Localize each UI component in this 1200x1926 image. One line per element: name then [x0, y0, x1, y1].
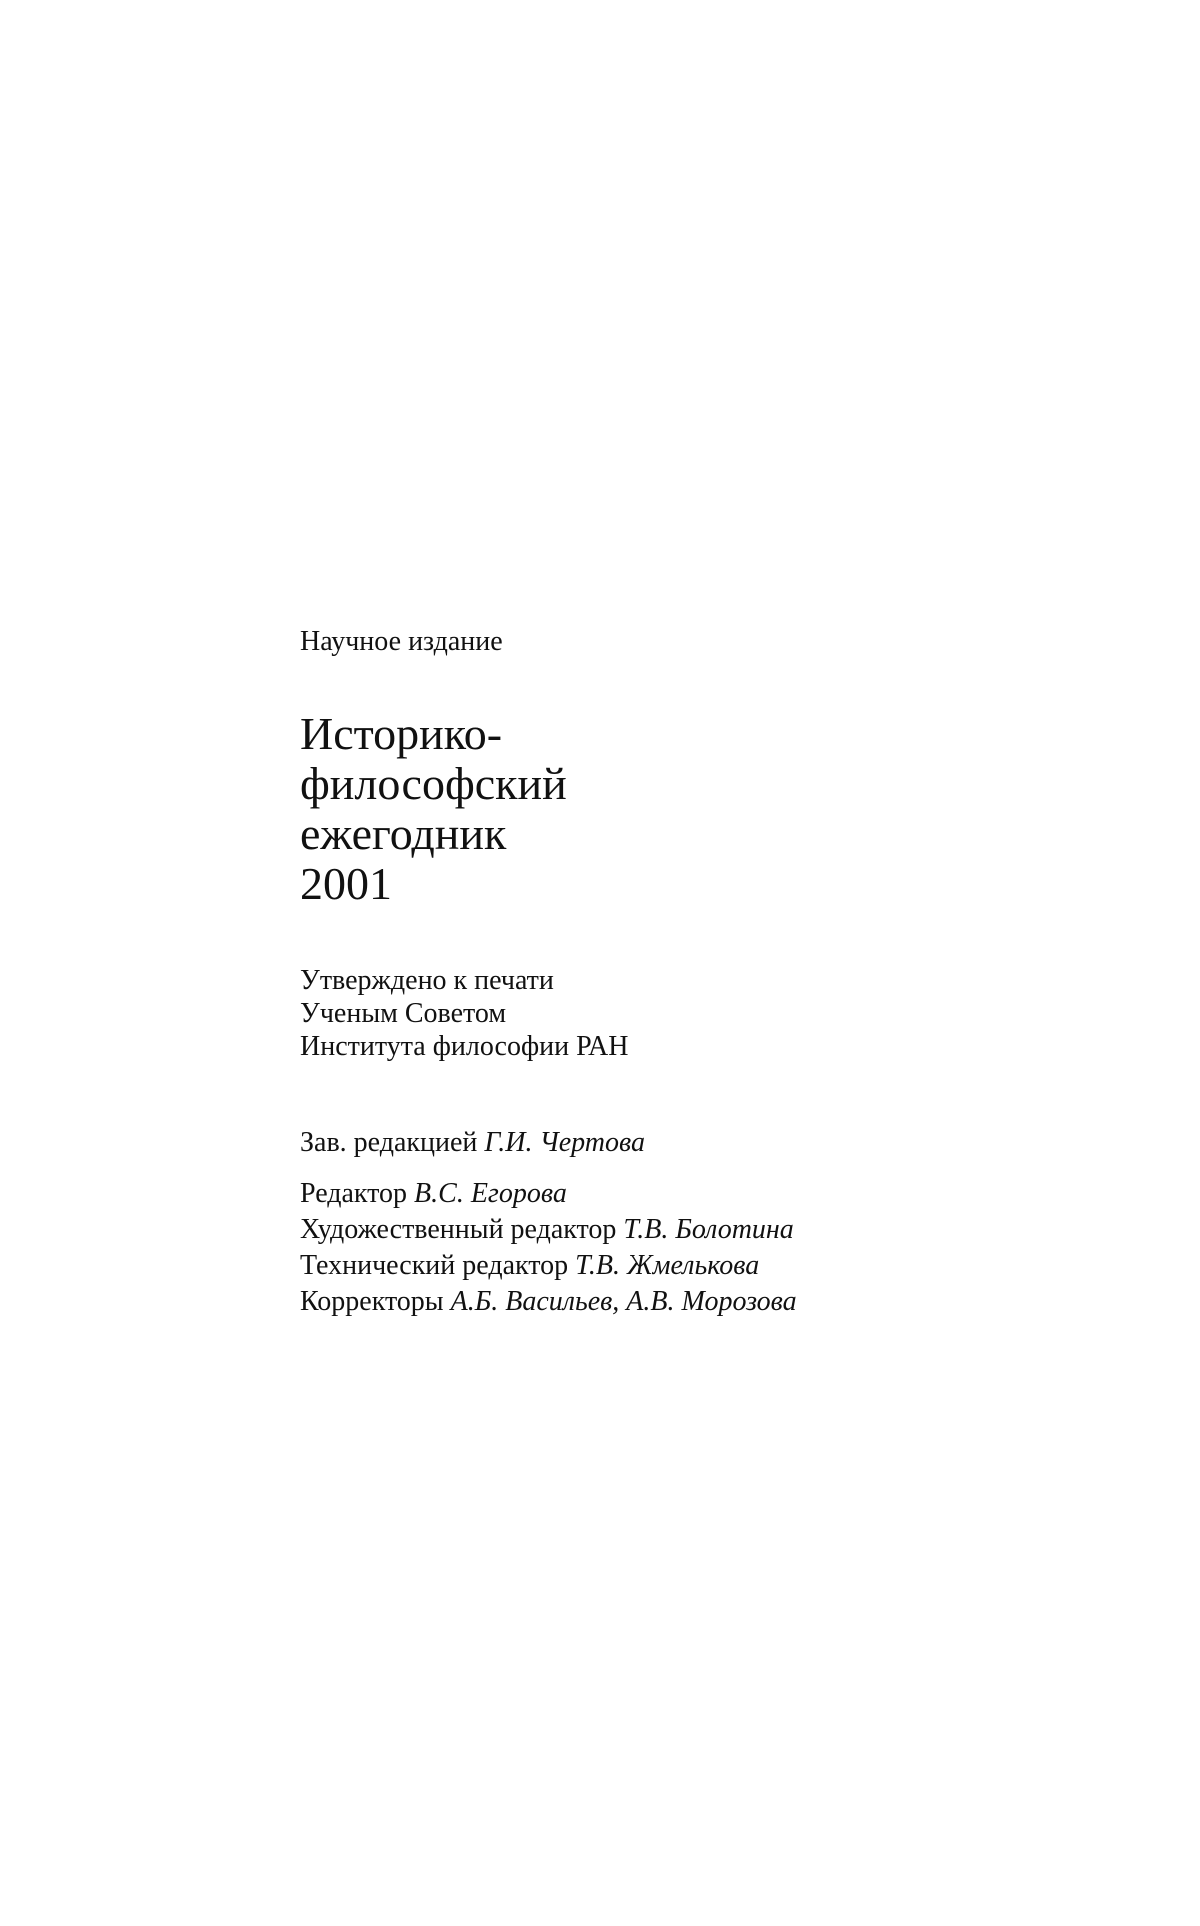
approval-note [300, 964, 1060, 1063]
staff-art-editor [300, 1212, 1060, 1248]
book-title [300, 709, 1060, 909]
staff-role: Корректоры [300, 1286, 451, 1317]
approval-line: Института философии РАН [300, 1031, 629, 1062]
staff-person: Т.В. Болотина [623, 1214, 794, 1245]
staff-role: Технический редактор [300, 1250, 576, 1281]
staff-editor [300, 1176, 1060, 1212]
staff-person: В.С. Егорова [414, 1178, 567, 1209]
approval-line: Утверждено к печати [300, 965, 554, 996]
staff-head-editor [300, 1125, 1060, 1161]
staff-person: Г.И. Чертова [484, 1127, 645, 1158]
staff-person: А.Б. Васильев, А.В. Морозова [450, 1286, 797, 1317]
staff-tech-editor [300, 1248, 1060, 1284]
approval-line: Ученым Советом [300, 998, 507, 1029]
title-line: ежегодник [300, 808, 507, 859]
staff-role: Зав. редакцией [300, 1127, 485, 1158]
title-year: 2001 [300, 858, 392, 909]
editorial-staff [300, 1125, 1060, 1320]
title-line: Историко- [300, 708, 503, 759]
staff-person: Т.В. Жмелькова [575, 1250, 760, 1281]
staff-role: Редактор [300, 1178, 415, 1209]
staff-proofreaders [300, 1284, 1060, 1320]
imprint-block [300, 625, 1060, 1320]
title-line: философский [300, 758, 567, 809]
staff-role: Художественный редактор [300, 1214, 624, 1245]
edition-type: Научное издание [300, 626, 503, 657]
